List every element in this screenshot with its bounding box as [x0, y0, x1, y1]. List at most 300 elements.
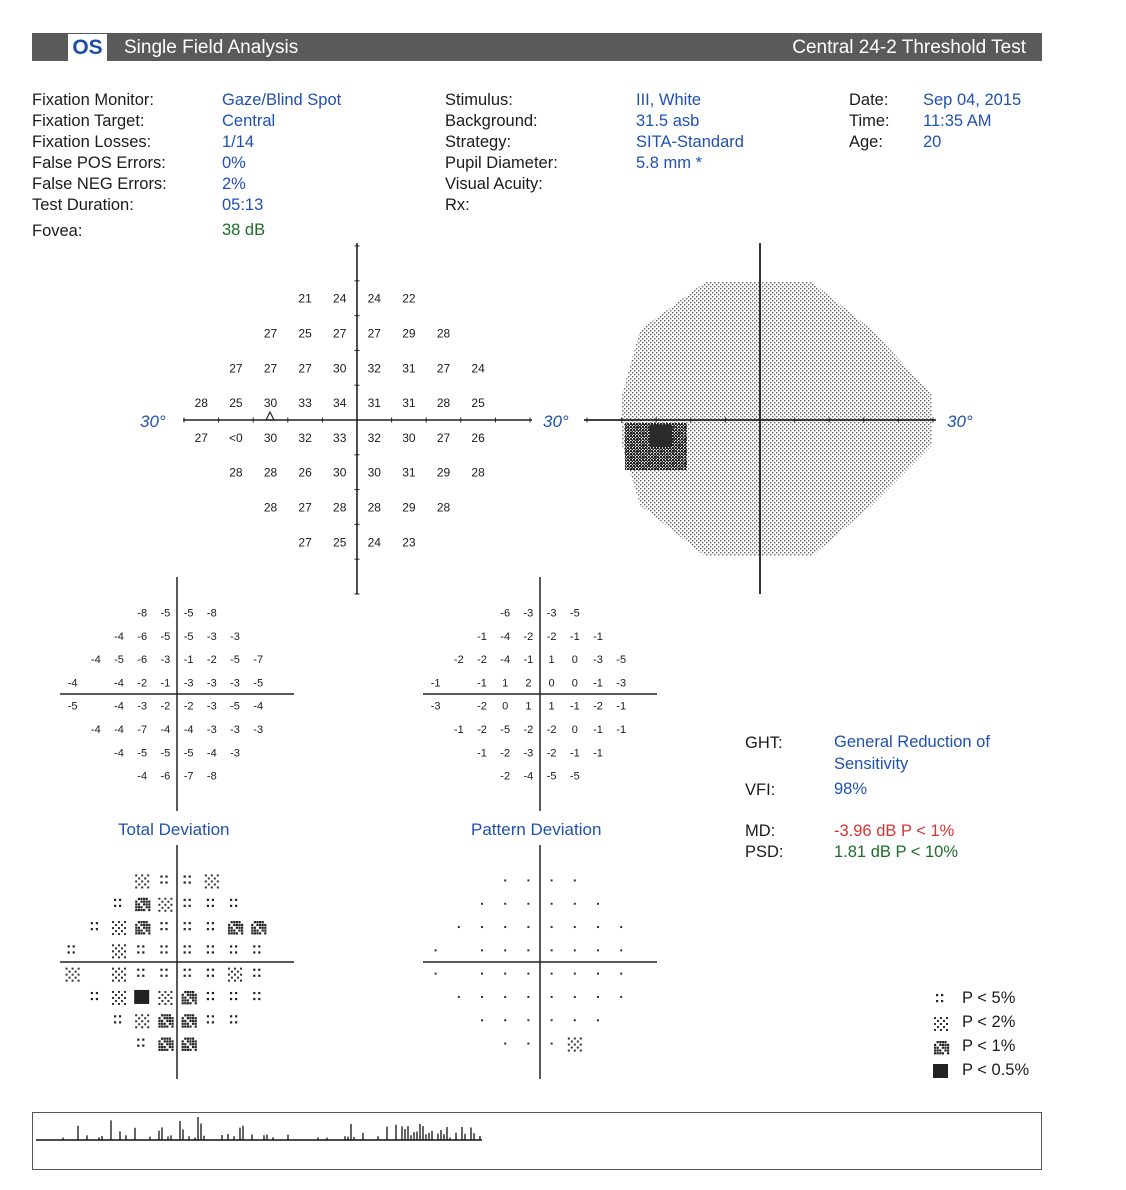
- total-probability-symbol: [137, 969, 144, 977]
- dot: [211, 880, 213, 882]
- dot: [124, 950, 126, 952]
- dot: [230, 951, 232, 953]
- dot: [944, 1049, 946, 1051]
- dot: [934, 1049, 936, 1051]
- dot: [161, 994, 163, 996]
- dot: [96, 992, 98, 994]
- dot: [946, 1029, 948, 1031]
- dot: [114, 1021, 116, 1023]
- dot: [195, 1020, 197, 1022]
- total-deviation-value: -5: [183, 630, 194, 643]
- total-probability-symbol: [66, 968, 80, 982]
- dot: [235, 998, 237, 1000]
- dot: [137, 975, 139, 977]
- threshold-value: 24: [471, 361, 485, 376]
- total-deviation-value: -6: [160, 770, 171, 783]
- threshold-value: 27: [298, 535, 312, 550]
- dot: [115, 924, 117, 926]
- total-probability-symbol: [135, 1014, 149, 1028]
- dot: [146, 927, 148, 929]
- threshold-value: 25: [333, 535, 347, 550]
- dot: [934, 1023, 936, 1025]
- dot: [187, 1002, 189, 1004]
- dot: [189, 1038, 191, 1040]
- dot: [184, 1046, 186, 1048]
- pattern-deviation-value: -2: [546, 723, 557, 736]
- pattern-deviation-value: -4: [500, 654, 511, 667]
- dot: [118, 991, 120, 993]
- dot: [947, 1043, 949, 1045]
- pattern-deviation-value: -2: [500, 747, 511, 760]
- pattern-deviation-value: -1: [430, 677, 441, 690]
- total-probability-symbol: [158, 1014, 173, 1027]
- dot: [169, 1040, 171, 1042]
- dot: [158, 991, 160, 993]
- dot: [124, 944, 126, 946]
- info-value: III, White: [636, 91, 702, 109]
- legend-label: P < 0.5%: [962, 1061, 1030, 1079]
- dot: [207, 928, 209, 930]
- dot: [233, 932, 235, 934]
- dot: [170, 991, 172, 993]
- threshold-value: 34: [333, 396, 347, 411]
- threshold-value: 27: [367, 326, 381, 341]
- info-value: 0%: [222, 154, 246, 172]
- dot: [568, 1038, 570, 1040]
- dot: [148, 903, 150, 905]
- dot: [72, 968, 74, 970]
- dot: [230, 905, 232, 907]
- dot: [184, 1025, 186, 1027]
- dot: [264, 932, 266, 934]
- dot: [142, 1045, 144, 1047]
- threshold-value: 31: [402, 396, 416, 411]
- dot: [140, 932, 142, 934]
- pattern-deviation-value: -4: [500, 630, 511, 643]
- normal-point: [481, 973, 483, 975]
- dot: [141, 1014, 143, 1016]
- block: [933, 1064, 948, 1078]
- normal-point: [574, 879, 576, 881]
- dot: [140, 929, 142, 931]
- dot: [119, 899, 121, 901]
- dot: [135, 880, 137, 882]
- dot: [158, 1023, 160, 1025]
- dot: [147, 1014, 149, 1016]
- threshold-value: 31: [402, 361, 416, 376]
- dot: [207, 998, 209, 1000]
- total-probability-symbol: [112, 921, 126, 935]
- info-value: 05:13: [222, 196, 264, 214]
- total-probability-symbol: [135, 898, 150, 911]
- pattern-deviation-value: -1: [523, 654, 534, 667]
- dot: [189, 975, 191, 977]
- threshold-value: 29: [402, 500, 416, 515]
- total-deviation-value: -3: [230, 723, 240, 736]
- dot: [171, 1025, 173, 1027]
- normal-point: [551, 926, 553, 928]
- normal-point: [574, 903, 576, 905]
- total-deviation-value: -5: [253, 677, 264, 690]
- legend-symbol: [934, 1017, 948, 1031]
- dot: [161, 901, 163, 903]
- dot: [187, 1049, 189, 1051]
- dot: [187, 1046, 189, 1048]
- dot: [146, 898, 148, 900]
- total-probability-symbol: [114, 899, 121, 907]
- dot: [184, 905, 186, 907]
- dot: [228, 929, 230, 931]
- dot: [170, 898, 172, 900]
- dot: [118, 927, 120, 929]
- dot: [121, 971, 123, 973]
- dot: [138, 927, 140, 929]
- dot: [164, 1049, 166, 1051]
- total-probability-symbol: [182, 1014, 197, 1027]
- dot: [259, 921, 261, 923]
- total-deviation-value: -1: [183, 654, 194, 667]
- dot: [142, 945, 144, 947]
- normal-point: [481, 949, 483, 951]
- total-deviation-value: -6: [137, 630, 148, 643]
- dot: [195, 1002, 197, 1004]
- pattern-deviation-value: 0: [571, 654, 578, 667]
- dot: [68, 945, 70, 947]
- dot: [253, 998, 255, 1000]
- dot: [182, 1020, 184, 1022]
- dot: [574, 1050, 576, 1052]
- dot: [114, 905, 116, 907]
- dot: [66, 974, 68, 976]
- normal-point: [574, 949, 576, 951]
- total-probability-symbol: [184, 899, 191, 907]
- total-deviation-value: -4: [114, 700, 124, 713]
- dot: [165, 928, 167, 930]
- pattern-deviation-title: Pattern Deviation: [471, 820, 602, 839]
- dot: [164, 1046, 166, 1048]
- dot: [158, 1049, 160, 1051]
- dot: [138, 898, 140, 900]
- pattern-deviation-value: -5: [546, 770, 557, 783]
- axis-label-left: 30°: [140, 412, 166, 431]
- info-label: Strategy:: [445, 133, 512, 151]
- total-deviation-value: -4: [90, 654, 101, 667]
- total-deviation-value: -4: [114, 630, 124, 643]
- dot: [211, 886, 213, 888]
- dot: [161, 1049, 163, 1051]
- total-deviation-value: -7: [137, 723, 148, 736]
- normal-point: [574, 926, 576, 928]
- dot: [161, 1025, 163, 1027]
- pattern-deviation-value: -1: [453, 723, 464, 736]
- dot: [235, 992, 237, 994]
- dot: [256, 932, 258, 934]
- info-value: 5.8 mm *: [636, 154, 703, 172]
- dot: [264, 927, 266, 929]
- dot: [192, 1020, 194, 1022]
- threshold-value: 28: [194, 396, 208, 411]
- dot: [161, 1046, 163, 1048]
- total-deviation-value: -2: [137, 677, 148, 690]
- dot: [256, 921, 258, 923]
- legend-symbol: [934, 1041, 949, 1054]
- dot: [78, 974, 80, 976]
- threshold-value: 23: [402, 535, 416, 550]
- pattern-deviation-value: -2: [500, 770, 511, 783]
- dot: [112, 927, 114, 929]
- p1-symbol-icon: [930, 1038, 952, 1056]
- dot: [568, 1050, 570, 1052]
- dot: [941, 1000, 943, 1002]
- normal-point: [527, 926, 529, 928]
- dot: [143, 921, 145, 923]
- pattern-deviation-value: -3: [430, 700, 441, 713]
- info-value: 2%: [222, 175, 246, 193]
- grayscale-field: [622, 282, 932, 556]
- normal-point: [504, 879, 506, 881]
- dot: [166, 1014, 168, 1016]
- pattern-deviation-value: 1: [548, 654, 555, 667]
- dot: [230, 998, 232, 1000]
- dot: [187, 1025, 189, 1027]
- pattern-deviation-value: -3: [593, 654, 603, 667]
- dot: [158, 997, 160, 999]
- normal-point: [551, 996, 553, 998]
- dot: [112, 933, 114, 935]
- dot: [253, 992, 255, 994]
- dot: [142, 951, 144, 953]
- dot: [124, 991, 126, 993]
- pattern-probability-symbol: [568, 1038, 582, 1052]
- dot: [214, 883, 216, 885]
- ght-value-line-2: Sensitivity: [834, 755, 909, 773]
- total-deviation-value: -3: [253, 723, 264, 736]
- dot: [184, 928, 186, 930]
- dot: [236, 927, 238, 929]
- dot: [259, 932, 261, 934]
- dot: [121, 924, 123, 926]
- pattern-deviation-value: -1: [569, 700, 580, 713]
- dot: [119, 1015, 121, 1017]
- threshold-value: 26: [298, 465, 312, 480]
- pattern-deviation-value: -1: [593, 677, 603, 690]
- total-probability-symbol: [207, 922, 214, 930]
- normal-point: [481, 1019, 483, 1021]
- pattern-deviation-value: -2: [523, 630, 534, 643]
- dot: [143, 927, 145, 929]
- test-name: Central 24-2 Threshold Test: [792, 37, 1026, 58]
- dot: [118, 974, 120, 976]
- dot: [166, 1040, 168, 1042]
- normal-point: [504, 1043, 506, 1045]
- dot: [235, 1021, 237, 1023]
- dot: [212, 975, 214, 977]
- dot: [241, 927, 243, 929]
- dot: [233, 924, 235, 926]
- threshold-value: 25: [298, 326, 312, 341]
- dot: [170, 904, 172, 906]
- dot: [66, 980, 68, 982]
- total-deviation-value: -3: [137, 700, 148, 713]
- total-deviation-value: -4: [183, 723, 194, 736]
- pattern-deviation-value: -1: [477, 630, 487, 643]
- dot: [253, 969, 255, 971]
- dot: [160, 922, 162, 924]
- total-probability-symbol: [228, 968, 242, 982]
- dot: [208, 877, 210, 879]
- dot: [119, 905, 121, 907]
- dot: [135, 1020, 137, 1022]
- dot: [135, 903, 137, 905]
- pattern-deviation-value: -3: [523, 607, 534, 620]
- dot: [167, 994, 169, 996]
- total-probability-symbol: [160, 969, 167, 977]
- dot: [189, 969, 191, 971]
- info-label: Age:: [849, 133, 883, 151]
- dot: [138, 1023, 140, 1025]
- legend-label: P < 1%: [962, 1037, 1016, 1055]
- total-deviation-value: -3: [230, 677, 240, 690]
- normal-point: [504, 903, 506, 905]
- dot: [115, 971, 117, 973]
- total-probability-symbol: [253, 992, 260, 1000]
- dot: [237, 977, 239, 979]
- dot: [189, 994, 191, 996]
- total-deviation-value: -7: [183, 770, 194, 783]
- normal-point: [620, 926, 622, 928]
- dot: [241, 924, 243, 926]
- dot: [164, 1040, 166, 1042]
- dot: [207, 992, 209, 994]
- total-probability-symbol: [112, 944, 126, 958]
- total-probability-symbol: [184, 922, 191, 930]
- dot: [195, 1017, 197, 1019]
- total-deviation-value: -2: [183, 700, 194, 713]
- total-probability-symbol: [91, 922, 98, 930]
- dot: [146, 921, 148, 923]
- dot: [141, 880, 143, 882]
- total-deviation-probability-plot: [60, 845, 294, 1079]
- pattern-deviation-value: -2: [523, 723, 534, 736]
- total-deviation-value: -4: [160, 723, 171, 736]
- total-probability-symbol: [184, 969, 191, 977]
- dot: [235, 951, 237, 953]
- dot: [192, 997, 194, 999]
- total-deviation-value: -2: [206, 654, 217, 667]
- dot: [230, 992, 232, 994]
- dot: [235, 905, 237, 907]
- pattern-deviation-value: -6: [500, 607, 511, 620]
- dot: [207, 975, 209, 977]
- pattern-deviation-value: -3: [523, 747, 534, 760]
- normal-point: [435, 973, 437, 975]
- threshold-value: 30: [402, 430, 416, 445]
- dot: [189, 1049, 191, 1051]
- total-probability-symbol: [253, 945, 260, 953]
- total-deviation-value: -5: [230, 654, 240, 667]
- info-value: 1/14: [222, 133, 255, 151]
- threshold-value: 25: [471, 396, 485, 411]
- dot: [169, 1014, 171, 1016]
- threshold-value: 24: [367, 291, 381, 306]
- vfi-label: VFI:: [745, 781, 776, 799]
- dot: [939, 1043, 941, 1045]
- normal-point: [597, 903, 599, 905]
- pattern-deviation-value: -1: [593, 630, 603, 643]
- dot: [233, 921, 235, 923]
- total-probability-symbol: [207, 899, 214, 907]
- info-label: Fixation Monitor:: [32, 91, 154, 109]
- dot: [577, 1041, 579, 1043]
- dot: [208, 883, 210, 885]
- legend-p1: [930, 1036, 1015, 1056]
- dot: [262, 924, 264, 926]
- normal-point: [597, 926, 599, 928]
- total-deviation-value: -5: [230, 700, 240, 713]
- threshold-value: 27: [229, 361, 243, 376]
- dot: [195, 999, 197, 1001]
- dot: [189, 875, 191, 877]
- total-deviation-value: -3: [230, 747, 240, 760]
- dot: [207, 922, 209, 924]
- dot: [228, 974, 230, 976]
- dot: [212, 969, 214, 971]
- dot: [189, 951, 191, 953]
- dot: [161, 1014, 163, 1016]
- dot: [184, 1002, 186, 1004]
- dot: [944, 1041, 946, 1043]
- info-value: 31.5 asb: [636, 112, 700, 130]
- total-probability-symbol: [91, 992, 98, 1000]
- total-probability-symbol: [207, 992, 214, 1000]
- total-probability-symbol: [230, 945, 237, 953]
- normal-point: [597, 949, 599, 951]
- dot: [169, 1046, 171, 1048]
- dot: [184, 1038, 186, 1040]
- dot: [189, 1014, 191, 1016]
- dot: [192, 1017, 194, 1019]
- total-probability-symbol: [158, 991, 172, 1005]
- pattern-deviation-value: -1: [593, 747, 603, 760]
- legend-symbol: [933, 1064, 948, 1078]
- dot: [118, 1003, 120, 1005]
- dot: [231, 977, 233, 979]
- dot: [207, 951, 209, 953]
- dot: [142, 969, 144, 971]
- normal-point: [435, 949, 437, 951]
- dot: [258, 951, 260, 953]
- dot: [158, 898, 160, 900]
- pattern-deviation-value: 1: [502, 677, 509, 690]
- normal-point: [551, 949, 553, 951]
- normal-point: [551, 973, 553, 975]
- normal-point: [458, 996, 460, 998]
- pattern-deviation-value: -2: [477, 723, 487, 736]
- dot: [195, 1040, 197, 1042]
- normal-point: [620, 996, 622, 998]
- dot: [234, 980, 236, 982]
- dot: [169, 1020, 171, 1022]
- dot: [184, 945, 186, 947]
- dot: [580, 1044, 582, 1046]
- dot: [212, 1021, 214, 1023]
- dot: [115, 953, 117, 955]
- info-label: Background:: [445, 112, 538, 130]
- dot: [135, 909, 137, 911]
- dot: [187, 1023, 189, 1025]
- dot: [164, 1025, 166, 1027]
- dot: [207, 1015, 209, 1017]
